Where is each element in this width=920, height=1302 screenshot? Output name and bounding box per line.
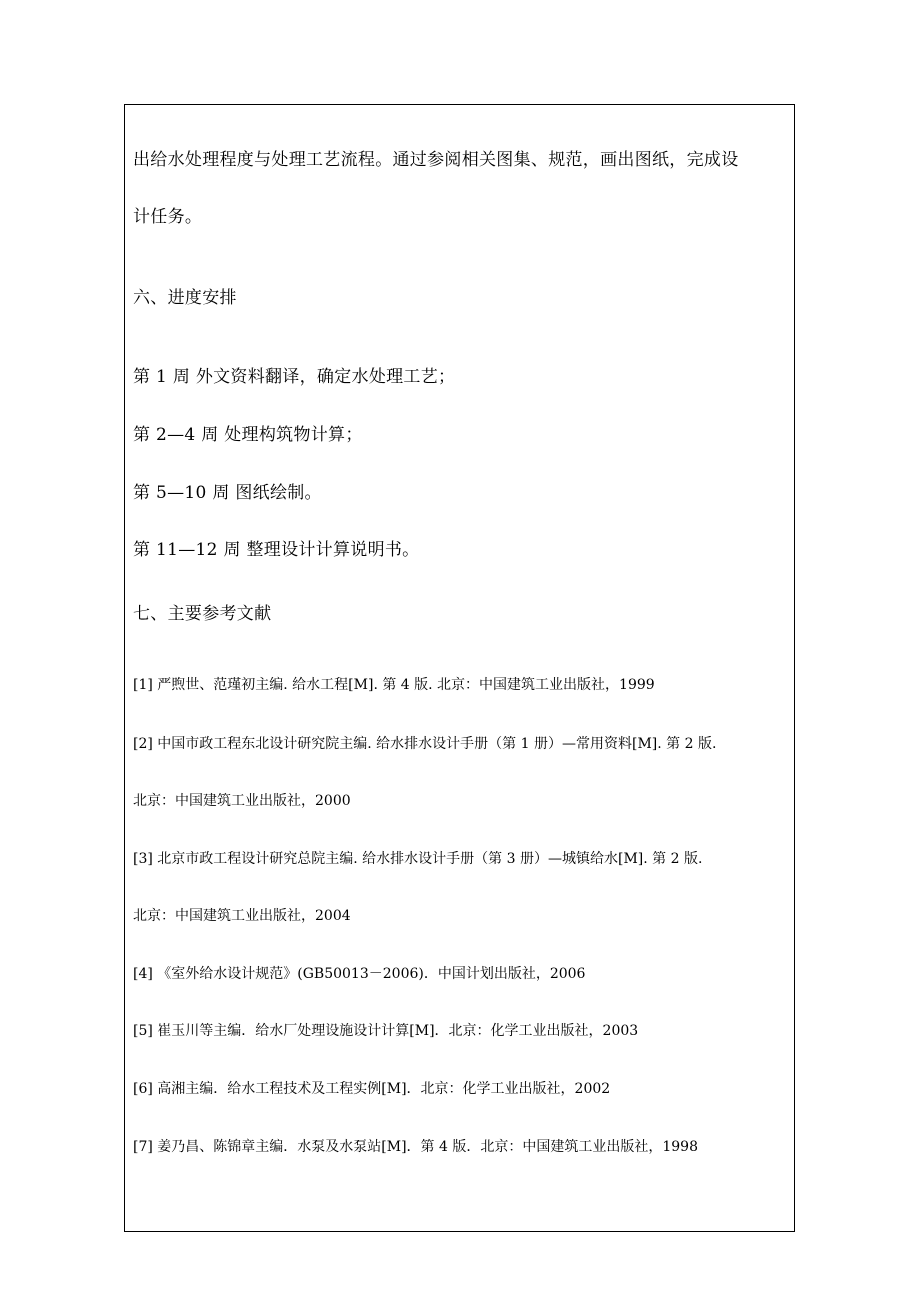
schedule-item-4: 第 11—12 周 整理设计计算说明书。 (133, 540, 420, 560)
reference-7: [7] 姜乃昌、陈锦章主编．水泵及水泵站[M]．第 4 版．北京：中国建筑工业出版社，1998 (133, 1139, 698, 1155)
reference-5: [5] 崔玉川等主编．给水厂处理设施设计计算[M]．北京：化学工业出版社，2003 (133, 1023, 639, 1039)
continuation-line-1: 出给水处理程度与处理工艺流程。通过参阅相关图集、规范，画出图纸，完成设 (133, 150, 739, 170)
reference-3: [3] 北京市政工程设计研究总院主编. 给水排水设计手册（第 3 册）—城镇给水[M]. 第 2 版. (133, 851, 703, 867)
reference-4: [4] 《室外给水设计规范》(GB50013－2006)．中国计划出版社，2006 (133, 966, 586, 982)
reference-3-cont: 北京：中国建筑工业出版社，2004 (133, 908, 351, 924)
schedule-item-2: 第 2—4 周 处理构筑物计算； (133, 425, 363, 445)
continuation-line-2: 计任务。 (133, 207, 203, 227)
content-frame (124, 104, 795, 1232)
schedule-heading: 六、进度安排 (133, 288, 237, 308)
reference-6: [6] 高湘主编．给水工程技术及工程实例[M]．北京：化学工业出版社，2002 (133, 1081, 611, 1097)
reference-1: [1] 严煦世、范瑾初主编. 给水工程[M]. 第 4 版. 北京：中国建筑工业出版社，1999 (133, 677, 655, 693)
references-heading: 七、主要参考文献 (133, 604, 272, 624)
reference-2: [2] 中国市政工程东北设计研究院主编. 给水排水设计手册（第 1 册）—常用资料[M]. 第 2 版. (133, 736, 717, 752)
schedule-item-1: 第 1 周 外文资料翻译，确定水处理工艺； (133, 367, 456, 387)
reference-2-cont: 北京：中国建筑工业出版社，2000 (133, 793, 351, 809)
schedule-item-3: 第 5—10 周 图纸绘制。 (133, 483, 322, 503)
